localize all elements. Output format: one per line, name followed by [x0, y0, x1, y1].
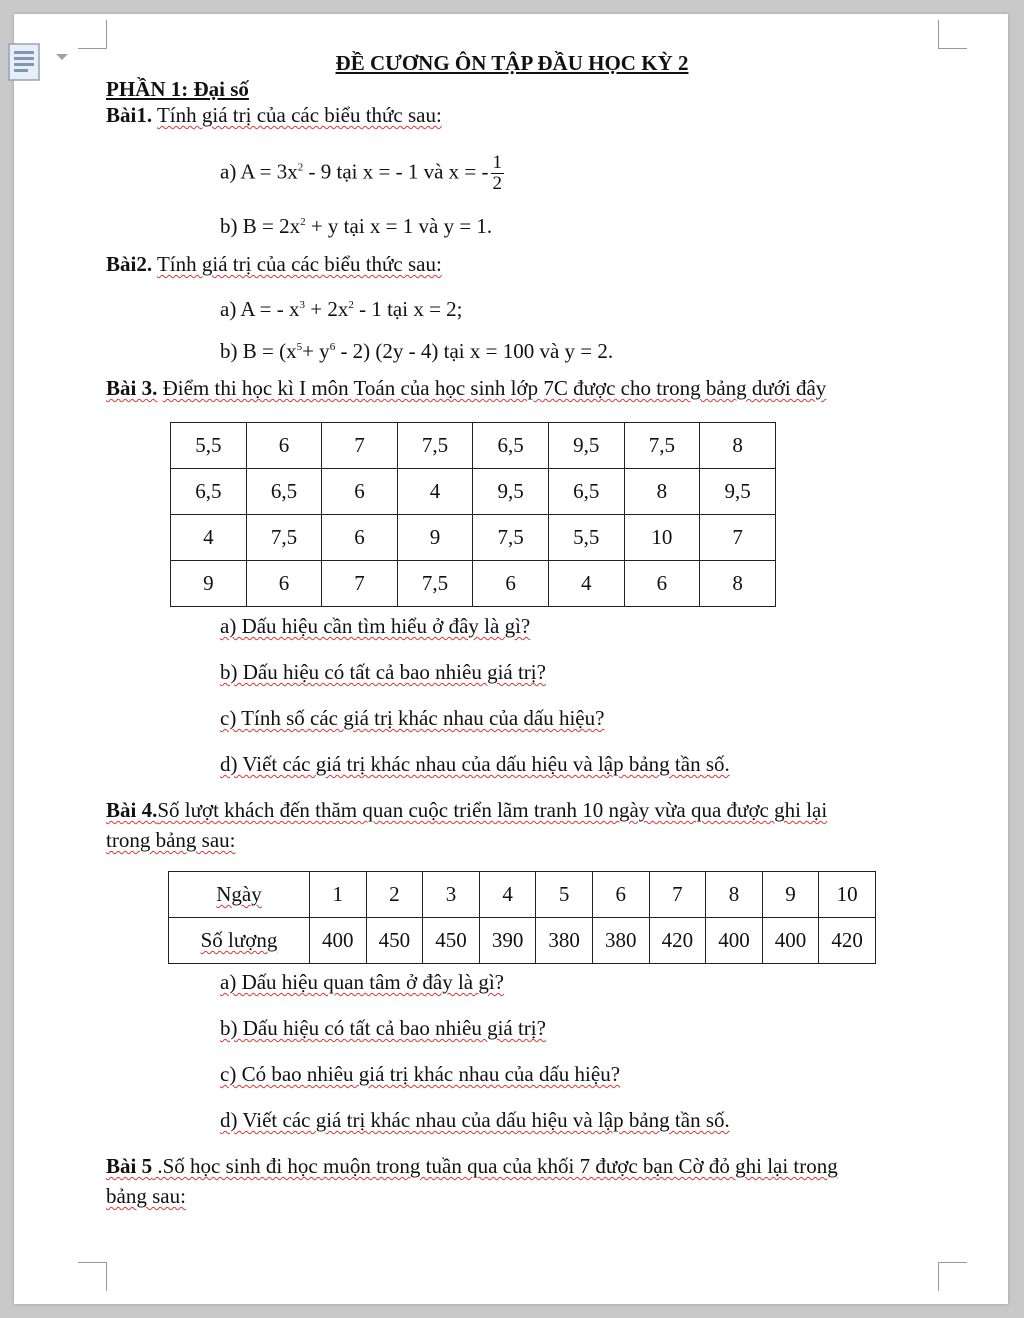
- table-cell: 9,5: [700, 469, 776, 515]
- exercise-3-heading: Bài 3. Điểm thi học kì I môn Toán của học sinh lớp 7C được cho trong bảng dưới đây: [106, 376, 827, 400]
- crop-mark-bottom-right: [938, 1262, 967, 1291]
- visitor-table: [168, 871, 876, 964]
- table-cell: 400: [762, 918, 819, 964]
- exercise-3-question-d: d) Viết các giá trị khác nhau của dấu hiệu và lập bảng tần số.: [220, 752, 730, 776]
- table-cell: 5,5: [171, 423, 247, 469]
- table-cell: 4: [171, 515, 247, 561]
- table-cell: 7: [649, 872, 706, 918]
- table-cell: 9: [171, 561, 247, 607]
- table-row: [169, 872, 876, 918]
- table-cell: 1: [310, 872, 367, 918]
- exercise-4-heading: Bài 4.Số lượt khách đến thăm quan cuộc triển lãm tranh 10 ngày vừa qua được ghi lại: [106, 798, 828, 822]
- table-cell: 420: [819, 918, 876, 964]
- table-cell: 6: [246, 561, 322, 607]
- table-cell: 4: [548, 561, 624, 607]
- exercise-4-question-c: c) Có bao nhiêu giá trị khác nhau của dấu hiệu?: [220, 1062, 621, 1086]
- table-cell: 9,5: [548, 423, 624, 469]
- table-row: [171, 515, 776, 561]
- exercise-4-question-d: d) Viết các giá trị khác nhau của dấu hiệu và lập bảng tần số.: [220, 1108, 730, 1132]
- table-cell: 7: [700, 515, 776, 561]
- table-row: [171, 423, 776, 469]
- table-cell: 6: [322, 515, 397, 561]
- table-cell: 7,5: [397, 423, 473, 469]
- table-cell: 2: [366, 872, 423, 918]
- exercise-3-question-a: a) Dấu hiệu cần tìm hiểu ở đây là gì?: [220, 614, 531, 638]
- table-cell: 6: [473, 561, 549, 607]
- table-cell: 6: [592, 872, 649, 918]
- table-cell: 7,5: [246, 515, 322, 561]
- exercise-1-part-b: b) $B = 2x^2 + y$ tại x = 1 và y = 1.: [220, 214, 493, 238]
- table-cell: 6,5: [473, 423, 549, 469]
- crop-mark-top-right: [938, 20, 967, 49]
- table-cell: 8: [706, 872, 763, 918]
- table-cell: 4: [479, 872, 536, 918]
- table-cell: 5: [536, 872, 593, 918]
- table-cell: 9,5: [473, 469, 549, 515]
- exercise-2-part-b: b) $B = (x^5+ y^6 - 2)$ (2y - 4) tại x = 100 và y = 2.: [220, 339, 614, 363]
- table-cell: 400: [310, 918, 367, 964]
- table-cell: 6,5: [246, 469, 322, 515]
- fraction: $\frac{1}{2}$: [492, 152, 502, 194]
- table-cell: 4: [397, 469, 473, 515]
- table-header-cell: Số lượng: [169, 918, 310, 964]
- crop-mark-bottom-left: [78, 1262, 107, 1291]
- exercise-4-heading-cont: trong bảng sau:: [106, 828, 236, 852]
- table-cell: 7: [322, 423, 397, 469]
- table-cell: 10: [819, 872, 876, 918]
- table-cell: 8: [700, 423, 776, 469]
- table-cell: 6: [322, 469, 397, 515]
- score-table: [170, 422, 776, 607]
- table-cell: 6: [624, 561, 700, 607]
- table-cell: 7,5: [624, 423, 700, 469]
- table-cell: 10: [624, 515, 700, 561]
- part-heading: PHẦN 1: Đại số: [106, 77, 249, 101]
- exercise-5-heading-cont: bảng sau:: [106, 1184, 186, 1208]
- table-cell: 9: [762, 872, 819, 918]
- exercise-3-question-b: b) Dấu hiệu có tất cả bao nhiêu giá trị?: [220, 660, 546, 684]
- table-cell: 8: [624, 469, 700, 515]
- table-cell: 3: [423, 872, 480, 918]
- table-cell: 7,5: [397, 561, 473, 607]
- table-cell: 7,5: [473, 515, 549, 561]
- exercise-5-heading: Bài 5 .Số học sinh đi học muộn trong tuần qua của khối 7 được bạn Cờ đỏ ghi lại trong: [106, 1154, 838, 1178]
- table-cell: 5,5: [548, 515, 624, 561]
- exercise-1-part-a: a) $A = 3x^2 - 9$ tại x = - 1 và x = - $\frac{1}{2}$: [220, 152, 502, 194]
- table-cell: 6,5: [171, 469, 247, 515]
- crop-mark-top-left: [78, 20, 107, 49]
- table-cell: 420: [649, 918, 706, 964]
- table-cell: 9: [397, 515, 473, 561]
- table-cell: 450: [366, 918, 423, 964]
- table-header-cell: Ngày: [169, 872, 310, 918]
- exercise-1-heading: Bài1. Tính giá trị của các biểu thức sau:: [106, 103, 442, 127]
- document-title: ĐỀ CƯƠNG ÔN TẬP ĐẦU HỌC KỲ 2: [335, 51, 689, 75]
- table-row: [171, 561, 776, 607]
- table-cell: 390: [479, 918, 536, 964]
- table-cell: 450: [423, 918, 480, 964]
- table-cell: 6,5: [548, 469, 624, 515]
- table-cell: 6: [246, 423, 322, 469]
- table-cell: 380: [536, 918, 593, 964]
- exercise-3-question-c: c) Tính số các giá trị khác nhau của dấu hiệu?: [220, 706, 605, 730]
- table-row: [171, 469, 776, 515]
- exercise-4-question-b: b) Dấu hiệu có tất cả bao nhiêu giá trị?: [220, 1016, 546, 1040]
- table-cell: 8: [700, 561, 776, 607]
- table-cell: 400: [706, 918, 763, 964]
- exercise-2-part-a: a) A = - $x^3 + 2x^2 - 1$ tại x = 2;: [220, 297, 463, 321]
- exercise-2-heading: Bài2. Tính giá trị của các biểu thức sau:: [106, 252, 442, 276]
- table-cell: 7: [322, 561, 397, 607]
- table-cell: 380: [592, 918, 649, 964]
- table-row: [169, 918, 876, 964]
- exercise-4-question-a: a) Dấu hiệu quan tâm ở đây là gì?: [220, 970, 505, 994]
